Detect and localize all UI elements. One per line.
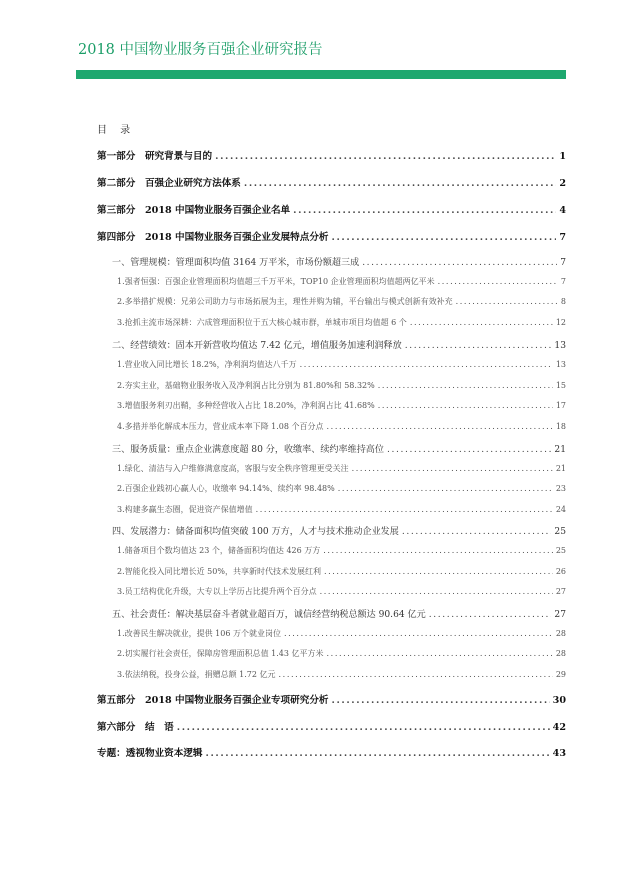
header-accent-bar	[76, 70, 566, 79]
toc-dot-leader	[244, 178, 556, 189]
toc-dot-leader	[438, 277, 558, 286]
toc-page-number: 24	[555, 505, 566, 514]
toc-section-entry[interactable]	[112, 442, 566, 458]
toc-entry-title: 第一部分 研究背景与目的	[97, 151, 213, 162]
toc-section-entry[interactable]	[112, 338, 566, 354]
toc-dot-leader	[338, 484, 553, 493]
toc-subsection-entry[interactable]	[117, 504, 566, 520]
toc-dot-leader	[456, 297, 558, 306]
toc-entry-title: 三、服务质量：重点企业满意度超 80 分，收缴率、续约率维持高位	[112, 445, 384, 455]
toc-page-number: 28	[555, 649, 566, 658]
toc-entry-title: 1.改善民生解决就业，提供 106 万个就业岗位	[117, 629, 281, 638]
toc-entry-title: 第五部分 2018 中国物业服务百强企业专项研究分析	[97, 695, 329, 706]
toc-page-number: 23	[555, 484, 566, 493]
toc-part-entry[interactable]	[97, 692, 566, 708]
toc-page-number: 42	[552, 722, 566, 733]
toc-page-number: 17	[555, 401, 566, 410]
toc-page-number: 21	[555, 464, 566, 473]
toc-dot-leader	[323, 546, 553, 555]
toc-subsection-entry[interactable]	[117, 317, 566, 333]
toc-page-number: 28	[555, 629, 566, 638]
toc-section-entry[interactable]	[112, 607, 566, 623]
toc-subsection-entry[interactable]	[117, 483, 566, 499]
toc-subsection-entry[interactable]	[117, 669, 566, 685]
toc-part-entry[interactable]	[97, 148, 566, 164]
toc-page-number: 4	[559, 205, 566, 216]
toc-section-entry[interactable]	[112, 255, 566, 271]
toc-page-number: 7	[559, 232, 566, 243]
toc-page-number: 13	[554, 341, 566, 351]
toc-dot-leader	[387, 445, 551, 455]
toc-entry-title: 第四部分 2018 中国物业服务百强企业发展特点分析	[97, 232, 329, 243]
toc-page-number: 21	[554, 445, 566, 455]
toc-dot-leader	[320, 587, 553, 596]
toc-part-entry[interactable]	[97, 175, 566, 191]
toc-entry-title: 2.智能化投入同比增长近 50%，共享新时代技术发展红利	[117, 567, 321, 576]
toc-subsection-entry[interactable]	[117, 545, 566, 561]
toc-page-number: 43	[552, 748, 566, 759]
toc-dot-leader	[284, 629, 553, 638]
toc-entry-title: 第六部分 结 语	[97, 722, 174, 733]
toc-entry-title: 3.员工结构优化升级，大专以上学历占比提升两个百分点	[117, 587, 317, 596]
toc-dot-leader	[206, 748, 550, 759]
toc-subsection-entry[interactable]	[117, 628, 566, 644]
toc-page-number: 27	[554, 610, 566, 620]
toc-entry-title: 2.夯实主业，基础物业服务收入及净利润占比分别为 81.80%和 58.32%	[117, 381, 375, 390]
toc-entry-title: 3.构建多赢生态圈，促进资产保值增值	[117, 505, 253, 514]
toc-dot-leader	[378, 401, 553, 410]
toc-page-number: 12	[555, 318, 566, 327]
toc-dot-leader	[177, 722, 550, 733]
toc-subsection-entry[interactable]	[117, 400, 566, 416]
toc-entry-title: 二、经营绩效：固本开新营收均值达 7.42 亿元，增值服务加速利润释放	[112, 341, 402, 351]
toc-page-number: 25	[554, 527, 566, 537]
toc-entry-title: 2.切实履行社会责任，保障房管理面积总值 1.43 亿平方米	[117, 649, 324, 658]
toc-dot-leader	[352, 464, 553, 473]
report-title: 2018 中国物业服务百强企业研究报告	[78, 42, 323, 58]
toc-dot-leader	[327, 422, 553, 431]
toc-entry-title: 1.营业收入同比增长 18.2%，净利润均值达八千万	[117, 360, 297, 369]
toc-dot-leader	[327, 649, 553, 658]
toc-page-number: 18	[555, 422, 566, 431]
toc-subsection-entry[interactable]	[117, 566, 566, 582]
toc-dot-leader	[410, 318, 553, 327]
toc-subsection-entry[interactable]	[117, 648, 566, 664]
toc-dot-leader	[378, 381, 553, 390]
toc-entry-title: 专题：透视物业资本逻辑	[97, 748, 203, 759]
toc-dot-leader	[256, 505, 553, 514]
toc-dot-leader	[324, 567, 553, 576]
toc-page-number: 13	[555, 360, 566, 369]
toc-entry-title: 第二部分 百强企业研究方法体系	[97, 178, 241, 189]
toc-part-entry[interactable]	[97, 745, 566, 761]
toc-page-number: 26	[555, 567, 566, 576]
toc-part-entry[interactable]	[97, 229, 566, 245]
toc-page-number: 7	[560, 258, 566, 268]
toc-dot-leader	[429, 610, 552, 620]
toc-subsection-entry[interactable]	[117, 380, 566, 396]
toc-page-number: 7	[560, 277, 566, 286]
toc-dot-leader	[215, 151, 556, 162]
toc-dot-leader	[300, 360, 553, 369]
toc-subsection-entry[interactable]	[117, 296, 566, 312]
toc-entry-title: 四、发展潜力：储备面积均值突破 100 万方，人才与技术推动企业发展	[112, 527, 399, 537]
toc-page-number: 15	[555, 381, 566, 390]
toc-entry-title: 3.依法纳税，投身公益，捐赠总额 1.72 亿元	[117, 670, 276, 679]
toc-page-number: 25	[555, 546, 566, 555]
toc-entry-title: 3.抢抓主流市场深耕：六成管理面积位于五大核心城市群，单城市项目均值超 6 个	[117, 318, 407, 327]
toc-page-number: 1	[559, 151, 566, 162]
toc-dot-leader	[279, 670, 553, 679]
toc-heading: 目 录	[97, 125, 136, 136]
toc-entry-title: 2.百强企业践初心赢人心，收缴率 94.14%、续约率 98.48%	[117, 484, 335, 493]
toc-page-number: 29	[555, 670, 566, 679]
toc-dot-leader	[332, 695, 550, 706]
toc-dot-leader	[293, 205, 556, 216]
toc-page-number: 2	[559, 178, 566, 189]
toc-entry-title: 1.绿化、清洁与入户维修满意度高，客服与安全秩序管理更受关注	[117, 464, 349, 473]
toc-entry-title: 2.多举措扩规模：兄弟公司助力与市场拓展为主，理性并购为辅，平台输出与模式创新有效补充	[117, 297, 453, 306]
toc-entry-title: 3.增值服务利刃出鞘，多种经营收入占比 18.20%，净利润占比 41.68%	[117, 401, 375, 410]
toc-dot-leader	[362, 258, 557, 268]
toc-dot-leader	[405, 341, 552, 351]
toc-section-entry[interactable]	[112, 524, 566, 540]
toc-subsection-entry[interactable]	[117, 276, 566, 292]
toc-subsection-entry[interactable]	[117, 421, 566, 437]
toc-page-number: 27	[555, 587, 566, 596]
toc-subsection-entry[interactable]	[117, 463, 566, 479]
toc-entry-title: 第三部分 2018 中国物业服务百强企业名单	[97, 205, 291, 216]
toc-subsection-entry[interactable]	[117, 359, 566, 375]
toc-part-entry[interactable]	[97, 202, 566, 218]
toc-part-entry[interactable]	[97, 719, 566, 735]
toc-page-number: 30	[552, 695, 566, 706]
toc-dot-leader	[332, 232, 557, 243]
toc-entry-title: 1.强者恒强：百强企业管理面积均值超三千万平米，TOP10 企业管理面积均值超两亿平米	[117, 277, 435, 286]
toc-entry-title: 五、社会责任：解决基层奋斗者就业超百万，诚信经营纳税总额达 90.64 亿元	[112, 610, 426, 620]
toc-dot-leader	[402, 527, 552, 537]
toc-subsection-entry[interactable]	[117, 586, 566, 602]
toc-page-number: 8	[560, 297, 566, 306]
toc-entry-title: 1.储备项目个数均值达 23 个，储备面积均值达 426 万方	[117, 546, 321, 555]
toc-entry-title: 一、管理规模：管理面积均值 3164 万平米，市场份额超三成	[112, 258, 360, 268]
toc-entry-title: 4.多措并举化解成本压力，营业成本率下降 1.08 个百分点	[117, 422, 324, 431]
